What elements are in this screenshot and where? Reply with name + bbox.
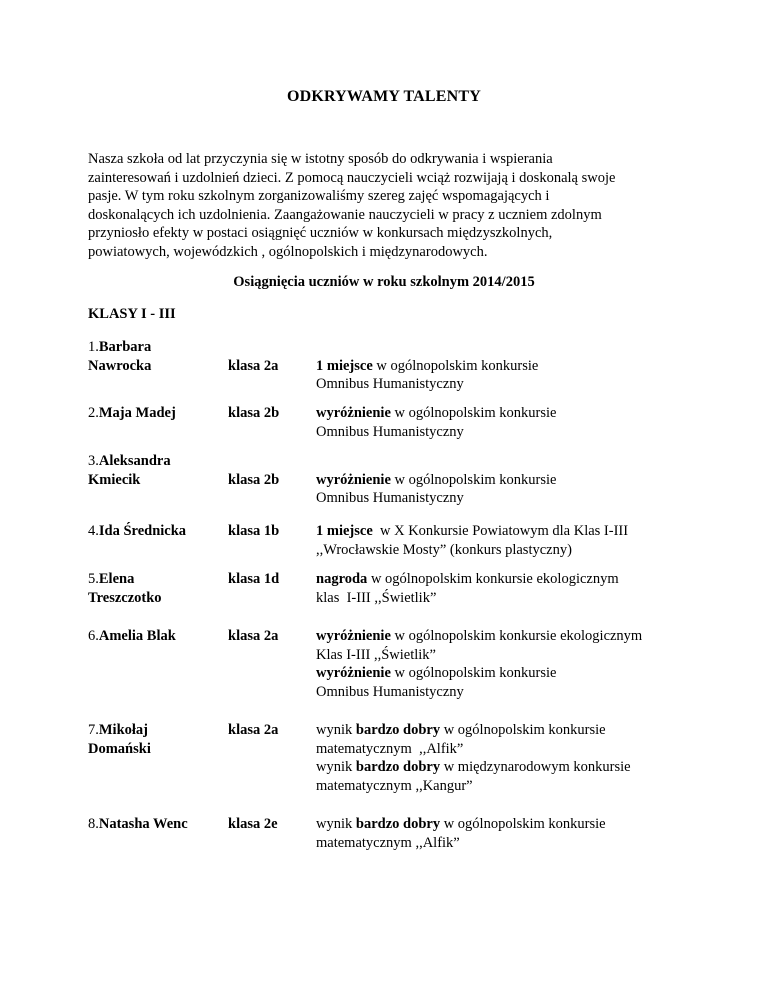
student-name [88, 522, 218, 541]
student-first-line: Maja Madej [98, 405, 176, 421]
achievement-award: wyróżnienie [316, 665, 391, 682]
achievement-text: w ogólnopolskim konkursie [372, 357, 539, 374]
student-achievement [316, 357, 696, 394]
intro-line: Nasza szkoła od lat przyczynia się w istotny sposób do odkrywania i wspierania [88, 151, 553, 167]
achievement-text: wynik [316, 759, 356, 776]
achievement-award: wyróżnienie [316, 628, 391, 644]
achievement-award: bardzo dobry [355, 816, 441, 832]
student-achievement [316, 404, 696, 441]
achievement-text: w ogólnopolskim konkursie [390, 405, 557, 421]
achievement-text: w ogólnopolskim konkursie [440, 722, 606, 738]
student-name [88, 815, 218, 834]
intro-paragraph [88, 150, 688, 262]
student-class: klasa 2b [228, 405, 280, 421]
student-first-line: Mikołaj [98, 722, 149, 738]
intro-line: przyniosło efekty w postaci osiągnięć uczniów w konkursach międzyszkolnych, [88, 225, 553, 242]
student-achievement [316, 815, 696, 852]
section-heading: KLASY I - III [88, 306, 176, 322]
student-number: 5. [88, 571, 99, 587]
student-second-line: Treszczotko [88, 589, 162, 606]
achievement-text: wynik [316, 816, 356, 832]
student-number: 4. [88, 523, 99, 539]
student-number: 6. [88, 628, 99, 644]
achievement-award: bardzo dobry [355, 759, 441, 776]
student-second-line: Domański [88, 740, 151, 757]
student-achievement [316, 627, 696, 701]
achievement-text: w ogólnopolskim konkursie ekologicznym [367, 571, 619, 587]
student-number: 8. [88, 816, 99, 832]
achievement-text: wynik [316, 722, 356, 738]
achievement-text: ,,Wrocławskie Mosty” (konkurs plastyczny) [316, 541, 572, 558]
achievement-text: matematycznym ,,Alfik” [316, 740, 464, 757]
achievement-text: Omnibus Humanistyczny [316, 423, 464, 440]
student-class: klasa 2e [228, 816, 278, 832]
achievement-text: Omnibus Humanistyczny [316, 683, 464, 700]
intro-line: zainteresowań i uzdolnień dzieci. Z pomocą nauczycieli wciąż rozwijają i doskonalą swoje [88, 169, 616, 186]
achievement-text: w ogólnopolskim konkursie [440, 816, 606, 832]
achievement-award: nagroda [316, 571, 368, 587]
student-achievement [316, 570, 696, 607]
achievements-subtitle: Osiągnięcia uczniów w roku szkolnym 2014/2015 [233, 274, 535, 290]
student-name [88, 721, 218, 758]
page-title: ODKRYWAMY TALENTY [286, 88, 482, 105]
achievement-text: w X Konkursie Powiatowym dla Klas I-III [372, 523, 629, 539]
student-class: klasa 2a [228, 357, 279, 374]
student-first-line: Barbara [98, 339, 152, 355]
student-class: klasa 1d [228, 571, 280, 587]
achievement-text: w ogólnopolskim konkursie [390, 471, 557, 488]
intro-line: pasje. W tym roku szkolnym zorganizowaliśmy szereg zajęć wspomagających i [88, 188, 550, 205]
student-name [88, 338, 218, 375]
student-first-line: Aleksandra [98, 453, 171, 469]
student-name [88, 570, 218, 607]
student-achievement [316, 471, 696, 508]
achievement-text: w międzynarodowym konkursie [440, 759, 631, 776]
achievement-text: matematycznym ,,Kangur” [316, 777, 473, 794]
student-first-line: Natasha Wenc [98, 816, 188, 832]
student-number: 3. [88, 453, 99, 469]
student-class: klasa 2a [228, 628, 279, 644]
student-first-line: Amelia Blak [98, 628, 176, 644]
achievement-text: Klas I-III ,,Świetlik” [316, 646, 436, 663]
achievement-text: klas I-III ,,Świetlik” [316, 589, 437, 606]
achievement-award: bardzo dobry [355, 722, 441, 738]
achievement-award: wyróżnienie [316, 405, 391, 421]
student-name [88, 404, 218, 423]
achievement-award: wyróżnienie [316, 471, 391, 488]
student-achievement [316, 522, 696, 559]
achievement-text: Omnibus Humanistyczny [316, 490, 464, 507]
achievement-text: w ogólnopolskim konkursie ekologicznym [390, 628, 643, 644]
student-number: 7. [88, 722, 99, 738]
student-second-line: Nawrocka [88, 357, 152, 374]
student-achievement [316, 721, 696, 795]
student-number: 1. [88, 339, 99, 355]
student-first-line: Ida Średnicka [98, 523, 187, 539]
intro-line: doskonalących ich uzdolnienia. Zaangażowanie nauczycieli w pracy z uczniem zdolnym [88, 206, 602, 223]
student-class: klasa 2a [228, 722, 279, 738]
achievement-text: matematycznym ,,Alfik” [316, 834, 460, 851]
intro-line: powiatowych, wojewódzkich , ogólnopolskich i międzynarodowych. [88, 243, 488, 260]
achievement-award: 1 miejsce [316, 357, 373, 374]
achievement-text: w ogólnopolskim konkursie [390, 665, 557, 682]
student-first-line: Elena [98, 571, 135, 587]
student-number: 2. [88, 405, 99, 421]
student-class: klasa 1b [228, 523, 280, 539]
student-class: klasa 2b [228, 471, 280, 488]
student-name [88, 452, 218, 489]
student-name [88, 627, 218, 646]
student-second-line: Kmiecik [88, 471, 141, 488]
achievement-text: Omnibus Humanistyczny [316, 376, 464, 393]
achievement-award: 1 miejsce [316, 523, 373, 539]
